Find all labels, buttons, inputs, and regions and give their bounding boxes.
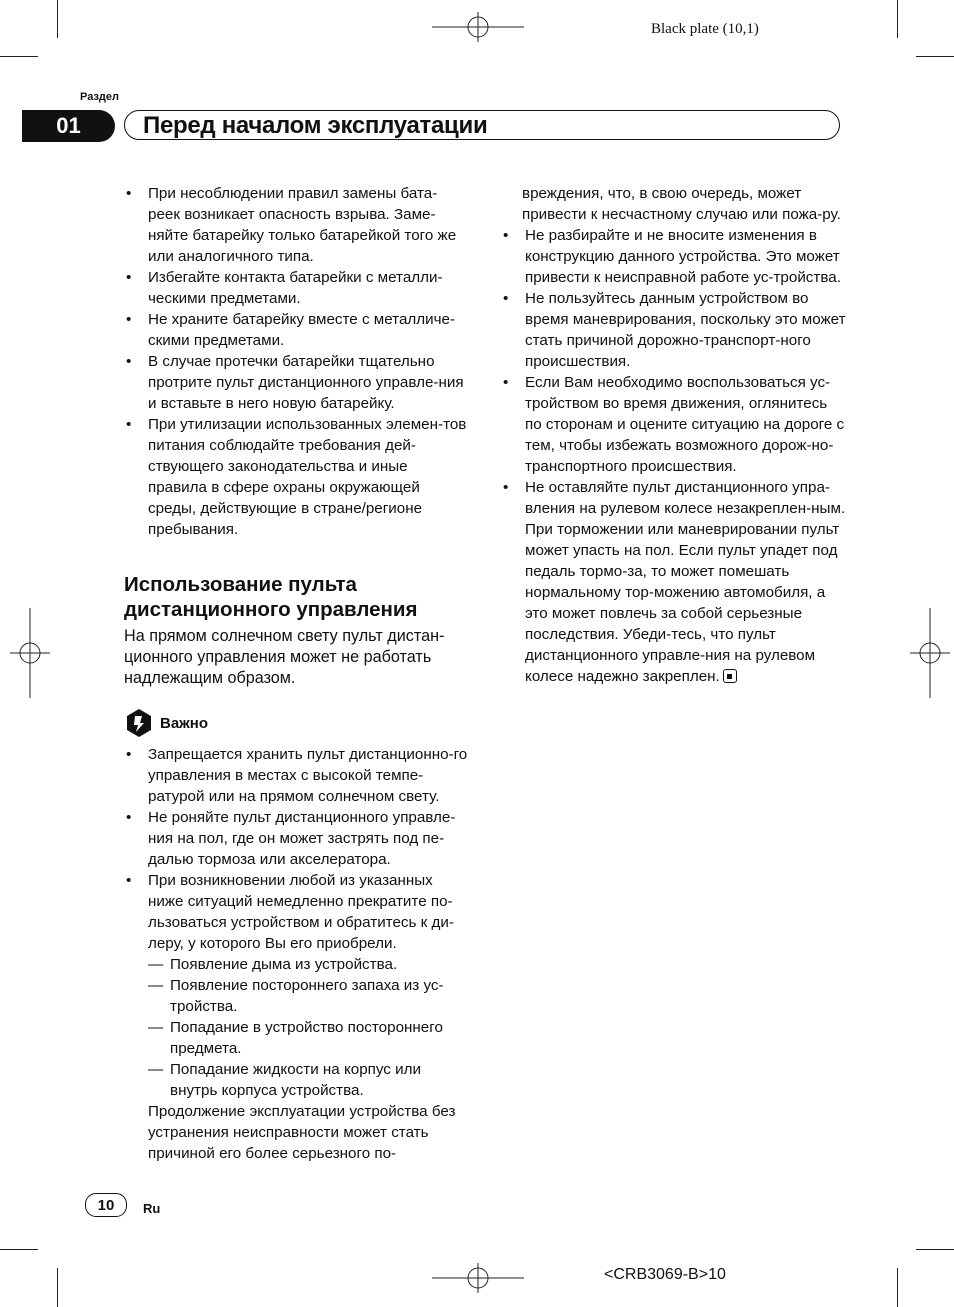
registration-mark-icon bbox=[910, 608, 950, 698]
important-callout bbox=[124, 708, 469, 738]
end-mark-icon bbox=[723, 669, 737, 683]
registration-mark-icon bbox=[432, 1263, 524, 1293]
section-label: Раздел bbox=[80, 91, 119, 103]
page-number: 10 bbox=[85, 1193, 127, 1217]
dash-item: — Попадание в устройство постороннего предмета. bbox=[148, 1017, 469, 1059]
list-item-text: Не оставляйте пульт дистанционного упра-вления на рулевом колесе незакреплен-ным. При торможении или маневрировании пульт может упасть на пол. Если пульт упадет под педаль тормо-за, то может помешать нормальному тор-можению автомобиля, а это может повлечь за собой серьезные последствия. Убеди-тесь, что пульт дистанционного управле-ния на рулевом колесе надежно закреплен. bbox=[525, 479, 846, 685]
list-item: • Не роняйте пульт дистанционного управле-ния на пол, где он может застрять под пе-далью тормоза или акселератора. bbox=[124, 807, 469, 870]
list-item: • В случае протечки батарейки тщательно протрите пульт дистанционного управле-ния и вставьте в него новую батарейку. bbox=[124, 351, 469, 414]
document-code: <CRB3069-B>10 bbox=[604, 1266, 726, 1283]
important-label: Важно bbox=[160, 714, 209, 732]
list-item-text: При возникновении любой из указанных ниже ситуаций немедленно прекратите по-льзоваться устройством и обратитесь к ди-леру, у которого Вы его приобрели. bbox=[148, 872, 454, 952]
important-icon bbox=[124, 708, 154, 738]
dash-item: — Появление постороннего запаха из ус-тройства. bbox=[148, 975, 469, 1017]
battery-warnings-list bbox=[124, 183, 469, 540]
situation-list bbox=[148, 954, 469, 1101]
list-item: • Избегайте контакта батарейки с металли-ческими предметами. bbox=[124, 267, 469, 309]
page-title: Перед началом эксплуатации bbox=[143, 112, 488, 139]
section-number: 01 bbox=[22, 110, 115, 142]
safety-list bbox=[501, 225, 846, 687]
crop-mark bbox=[916, 56, 954, 57]
crop-mark bbox=[0, 1249, 38, 1250]
important-list bbox=[124, 744, 469, 1164]
dash-item: — Появление дыма из устройства. bbox=[148, 954, 469, 975]
list-item: • Запрещается хранить пульт дистанционно-го управления в местах с высокой темпе-ратурой или на прямом солнечном свету. bbox=[124, 744, 469, 807]
section-title-bar bbox=[124, 110, 840, 140]
registration-mark-icon bbox=[432, 12, 524, 42]
dash-item: — Попадание жидкости на корпус или внутрь корпуса устройства. bbox=[148, 1059, 469, 1101]
continuation-paragraph: Продолжение эксплуатации устройства без устранения неисправности может стать причиной его более серьезного по- bbox=[148, 1103, 456, 1162]
list-item bbox=[501, 477, 846, 687]
list-item bbox=[124, 870, 469, 1164]
intro-paragraph: На прямом солнечном свету пульт дистан-ционного управления может не работать надлежащим образом. bbox=[124, 627, 445, 687]
left-column bbox=[124, 183, 469, 1164]
list-item: • Не пользуйтесь данным устройством во время маневрирования, поскольку это может стать причиной дорожно-транспорт-ного происшествия. bbox=[501, 288, 846, 372]
section-heading: Использование пульта дистанционного управления bbox=[124, 573, 418, 621]
crop-mark bbox=[0, 56, 38, 57]
plate-label: Black plate (10,1) bbox=[651, 21, 759, 37]
crop-mark bbox=[57, 0, 58, 38]
list-item: • При утилизации использованных элемен-тов питания соблюдайте требования дей-ствующего законодательства и иные правила в сфере охраны окружающей среды, действующие в стране/регионе пребывания. bbox=[124, 414, 469, 540]
crop-mark bbox=[916, 1249, 954, 1250]
language-code: Ru bbox=[143, 1201, 161, 1216]
list-item: • Не храните батарейку вместе с металличе-скими предметами. bbox=[124, 309, 469, 351]
crop-mark bbox=[57, 1268, 58, 1307]
crop-mark bbox=[897, 1268, 898, 1307]
continuation-paragraph: вреждения, что, в свою очередь, может привести к несчастному случаю или пожа-ру. bbox=[522, 185, 841, 223]
right-column bbox=[501, 183, 846, 687]
list-item: • Не разбирайте и не вносите изменения в конструкцию данного устройства. Это может привести к неисправной работе ус-тройства. bbox=[501, 225, 846, 288]
list-item: • При несоблюдении правил замены бата-реек возникает опасность взрыва. Заме-няйте батарейку только батарейкой того же или аналогичного типа. bbox=[124, 183, 469, 267]
crop-mark bbox=[897, 0, 898, 38]
registration-mark-icon bbox=[10, 608, 50, 698]
list-item: • Если Вам необходимо воспользоваться ус-тройством во время движения, оглянитесь по сторонам и оцените ситуацию на дороге с тем, чтобы избежать возможного дорож-но-транспортного происшествия. bbox=[501, 372, 846, 477]
